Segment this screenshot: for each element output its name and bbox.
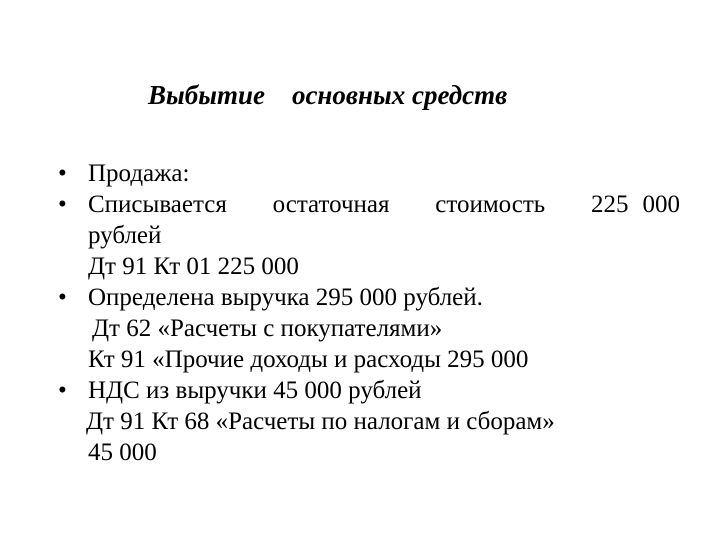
list-item <box>58 282 678 313</box>
list-item <box>58 189 678 220</box>
entry-text: Дт 62 «Расчеты с покупателями» <box>92 315 443 342</box>
entry-line <box>58 437 678 468</box>
word: 000 <box>642 191 680 218</box>
list-item <box>58 375 678 406</box>
slide-title: Выбытие основных средств <box>148 80 508 110</box>
entry-text: 45 000 <box>88 439 157 466</box>
list-item-text: Определена выручка 295 000 рублей. <box>88 284 483 311</box>
word: стоимость <box>435 191 546 218</box>
list-item-text: НДС из выручки 45 000 рублей <box>88 377 422 404</box>
entry-text: Дт 91 Кт 01 225 000 <box>88 253 299 280</box>
word: остаточная <box>272 191 390 218</box>
bullet-icon: • <box>58 160 67 187</box>
word: 225 <box>590 191 629 218</box>
entry-line <box>58 344 678 375</box>
list-item-text: рублей <box>88 222 162 249</box>
bullet-icon: • <box>58 377 67 404</box>
entry-text: Дт 91 Кт 68 «Расчеты по налогам и сборам» <box>86 408 555 435</box>
continuation-line <box>58 220 678 251</box>
slide-content <box>58 158 678 468</box>
entry-line <box>58 313 678 344</box>
list-item <box>58 158 678 189</box>
bullet-icon: • <box>58 284 67 311</box>
list-item-text <box>88 189 680 220</box>
bullet-icon: • <box>58 191 67 218</box>
entry-line <box>58 406 678 437</box>
list-item-text: Продажа: <box>88 160 190 187</box>
entry-line <box>58 251 678 282</box>
entry-text: Кт 91 «Прочие доходы и расходы 295 000 <box>88 346 529 373</box>
word: Списывается <box>88 191 227 218</box>
